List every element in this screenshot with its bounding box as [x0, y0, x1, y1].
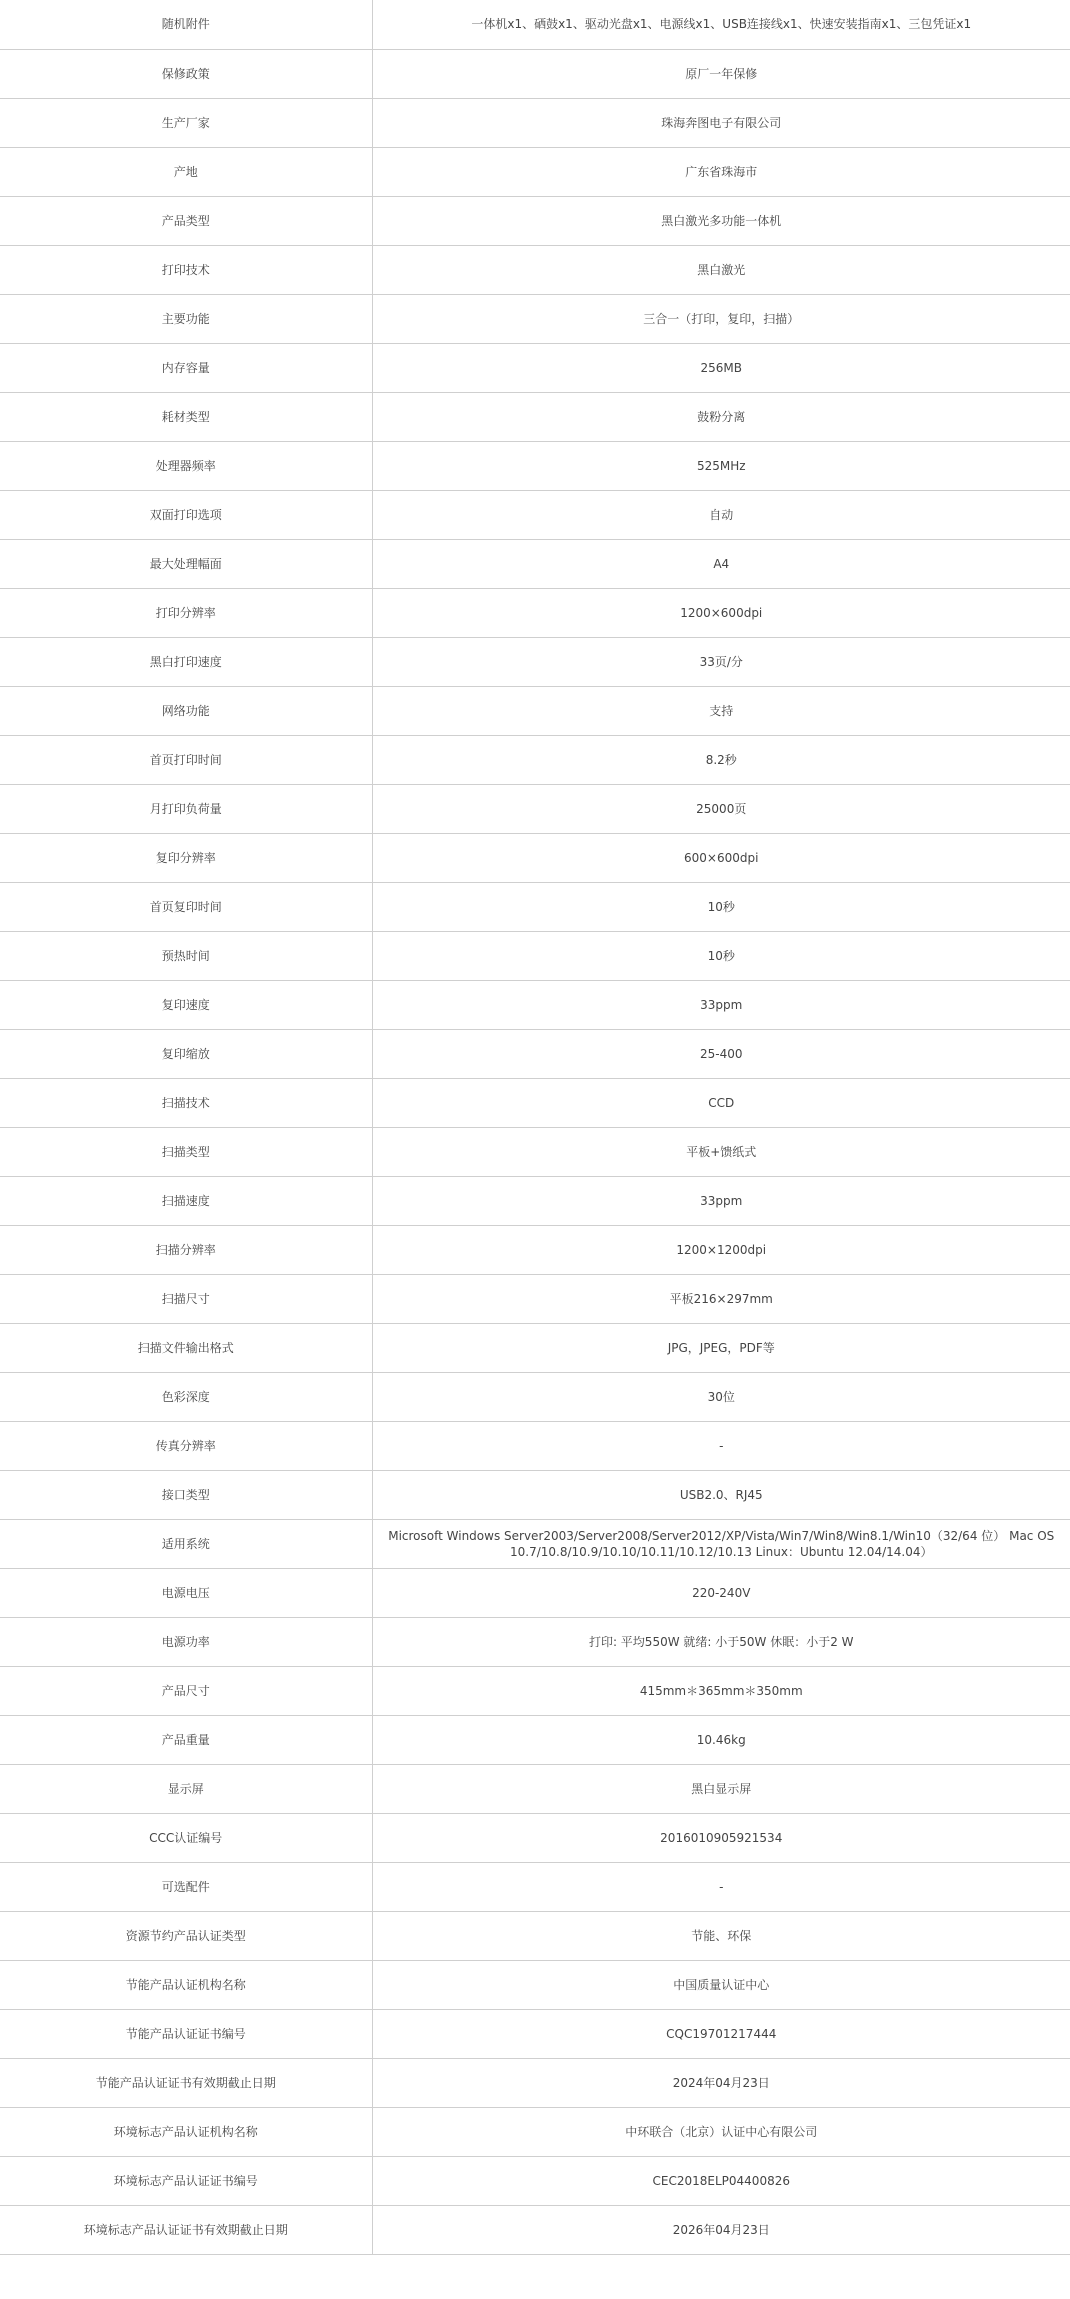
spec-row: [0, 1666, 1070, 1715]
spec-value: 黑白显示屏: [372, 1764, 1070, 1813]
spec-row: [0, 2156, 1070, 2205]
spec-value: 25000页: [372, 784, 1070, 833]
spec-row: [0, 1078, 1070, 1127]
spec-row: [0, 2009, 1070, 2058]
spec-label: 打印技术: [0, 245, 372, 294]
spec-value: 10秒: [372, 931, 1070, 980]
spec-value: 2016010905921534: [372, 1813, 1070, 1862]
spec-row: [0, 392, 1070, 441]
spec-row: [0, 1127, 1070, 1176]
spec-value: 支持: [372, 686, 1070, 735]
spec-label: 环境标志产品认证证书有效期截止日期: [0, 2205, 372, 2254]
spec-value: 黑白激光多功能一体机: [372, 196, 1070, 245]
spec-label: 生产厂家: [0, 98, 372, 147]
spec-value: Microsoft Windows Server2003/Server2008/Server2012/XP/Vista/Win7/Win8/Win8.1/Win10（32/64 位） Mac OS 10.7/10.8/10.9/10.10/10.11/10.12/10.13 Linux：Ubuntu 12.04/14.04）: [372, 1519, 1070, 1568]
spec-value: 8.2秒: [372, 735, 1070, 784]
spec-value: 10秒: [372, 882, 1070, 931]
spec-label: 主要功能: [0, 294, 372, 343]
spec-label: 月打印负荷量: [0, 784, 372, 833]
spec-row: [0, 1225, 1070, 1274]
spec-row: [0, 784, 1070, 833]
spec-label: 内存容量: [0, 343, 372, 392]
spec-value: 30位: [372, 1372, 1070, 1421]
spec-label: 黑白打印速度: [0, 637, 372, 686]
spec-row: [0, 1911, 1070, 1960]
spec-row: [0, 0, 1070, 49]
spec-value: 1200×1200dpi: [372, 1225, 1070, 1274]
spec-label: 电源电压: [0, 1568, 372, 1617]
spec-label: 产品尺寸: [0, 1666, 372, 1715]
spec-label: 节能产品认证证书编号: [0, 2009, 372, 2058]
spec-value: 525MHz: [372, 441, 1070, 490]
spec-value: 中环联合（北京）认证中心有限公司: [372, 2107, 1070, 2156]
spec-label: 节能产品认证机构名称: [0, 1960, 372, 2009]
spec-label: 复印缩放: [0, 1029, 372, 1078]
spec-label: 色彩深度: [0, 1372, 372, 1421]
spec-value: 鼓粉分离: [372, 392, 1070, 441]
spec-value: 中国质量认证中心: [372, 1960, 1070, 2009]
spec-row: [0, 441, 1070, 490]
spec-row: [0, 1617, 1070, 1666]
spec-label: 扫描分辨率: [0, 1225, 372, 1274]
spec-row: [0, 1715, 1070, 1764]
spec-row: [0, 1029, 1070, 1078]
spec-row: [0, 1862, 1070, 1911]
spec-row: [0, 147, 1070, 196]
spec-value: 415mm＊365mm＊350mm: [372, 1666, 1070, 1715]
spec-row: [0, 490, 1070, 539]
spec-row: [0, 294, 1070, 343]
spec-value: 节能、环保: [372, 1911, 1070, 1960]
spec-value: -: [372, 1421, 1070, 1470]
spec-value: 2024年04月23日: [372, 2058, 1070, 2107]
spec-label: CCC认证编号: [0, 1813, 372, 1862]
spec-label: 打印分辨率: [0, 588, 372, 637]
spec-value: 220-240V: [372, 1568, 1070, 1617]
spec-value: 256MB: [372, 343, 1070, 392]
spec-row: [0, 1568, 1070, 1617]
spec-row: [0, 2107, 1070, 2156]
spec-value: 1200×600dpi: [372, 588, 1070, 637]
spec-row: [0, 196, 1070, 245]
spec-value: 25-400: [372, 1029, 1070, 1078]
spec-row: [0, 1519, 1070, 1568]
spec-label: 最大处理幅面: [0, 539, 372, 588]
spec-value: 10.46kg: [372, 1715, 1070, 1764]
spec-row: [0, 49, 1070, 98]
spec-row: [0, 735, 1070, 784]
spec-label: 显示屏: [0, 1764, 372, 1813]
spec-row: [0, 637, 1070, 686]
spec-value: CQC19701217444: [372, 2009, 1070, 2058]
spec-row: [0, 1274, 1070, 1323]
spec-value: -: [372, 1862, 1070, 1911]
spec-value: 黑白激光: [372, 245, 1070, 294]
spec-value: 平板216×297mm: [372, 1274, 1070, 1323]
spec-label: 双面打印选项: [0, 490, 372, 539]
spec-row: [0, 686, 1070, 735]
spec-value: 33ppm: [372, 980, 1070, 1029]
spec-row: [0, 833, 1070, 882]
spec-value: 原厂一年保修: [372, 49, 1070, 98]
spec-value: 珠海奔图电子有限公司: [372, 98, 1070, 147]
spec-value: 一体机x1、硒鼓x1、驱动光盘x1、电源线x1、USB连接线x1、快速安装指南x1、三包凭证x1: [372, 0, 1070, 49]
spec-label: 接口类型: [0, 1470, 372, 1519]
spec-row: [0, 1764, 1070, 1813]
spec-label: 耗材类型: [0, 392, 372, 441]
spec-row: [0, 98, 1070, 147]
spec-label: 环境标志产品认证证书编号: [0, 2156, 372, 2205]
spec-label: 传真分辨率: [0, 1421, 372, 1470]
spec-value: CCD: [372, 1078, 1070, 1127]
spec-label: 处理器频率: [0, 441, 372, 490]
spec-label: 首页打印时间: [0, 735, 372, 784]
spec-value: 33页/分: [372, 637, 1070, 686]
spec-row: [0, 1960, 1070, 2009]
spec-value: 600×600dpi: [372, 833, 1070, 882]
spec-value: A4: [372, 539, 1070, 588]
spec-row: [0, 2058, 1070, 2107]
spec-label: 资源节约产品认证类型: [0, 1911, 372, 1960]
spec-value: 2026年04月23日: [372, 2205, 1070, 2254]
spec-row: [0, 1813, 1070, 1862]
spec-label: 网络功能: [0, 686, 372, 735]
spec-label: 首页复印时间: [0, 882, 372, 931]
spec-row: [0, 588, 1070, 637]
spec-row: [0, 343, 1070, 392]
spec-label: 保修政策: [0, 49, 372, 98]
spec-row: [0, 980, 1070, 1029]
spec-value: USB2.0、RJ45: [372, 1470, 1070, 1519]
spec-label: 扫描尺寸: [0, 1274, 372, 1323]
spec-value: 广东省珠海市: [372, 147, 1070, 196]
spec-value: JPG，JPEG，PDF等: [372, 1323, 1070, 1372]
spec-row: [0, 1421, 1070, 1470]
spec-label: 电源功率: [0, 1617, 372, 1666]
spec-label: 随机附件: [0, 0, 372, 49]
spec-value: 自动: [372, 490, 1070, 539]
spec-label: 产品重量: [0, 1715, 372, 1764]
spec-label: 可选配件: [0, 1862, 372, 1911]
spec-label: 扫描速度: [0, 1176, 372, 1225]
spec-row: [0, 1323, 1070, 1372]
spec-value: CEC2018ELP04400826: [372, 2156, 1070, 2205]
spec-value: 33ppm: [372, 1176, 1070, 1225]
spec-row: [0, 1176, 1070, 1225]
spec-label: 节能产品认证证书有效期截止日期: [0, 2058, 372, 2107]
spec-label: 预热时间: [0, 931, 372, 980]
spec-value: 平板+馈纸式: [372, 1127, 1070, 1176]
spec-row: [0, 1372, 1070, 1421]
spec-label: 产品类型: [0, 196, 372, 245]
spec-row: [0, 1470, 1070, 1519]
spec-row: [0, 882, 1070, 931]
spec-row: [0, 2205, 1070, 2254]
spec-value: 三合一（打印，复印，扫描）: [372, 294, 1070, 343]
spec-label: 环境标志产品认证机构名称: [0, 2107, 372, 2156]
spec-row: [0, 539, 1070, 588]
spec-label: 扫描类型: [0, 1127, 372, 1176]
spec-label: 复印速度: [0, 980, 372, 1029]
spec-row: [0, 245, 1070, 294]
spec-row: [0, 931, 1070, 980]
spec-label: 复印分辨率: [0, 833, 372, 882]
spec-label: 扫描文件输出格式: [0, 1323, 372, 1372]
spec-value: 打印: 平均550W 就绪: 小于50W 休眠：小于2 W: [372, 1617, 1070, 1666]
spec-label: 适用系统: [0, 1519, 372, 1568]
spec-label: 产地: [0, 147, 372, 196]
spec-label: 扫描技术: [0, 1078, 372, 1127]
